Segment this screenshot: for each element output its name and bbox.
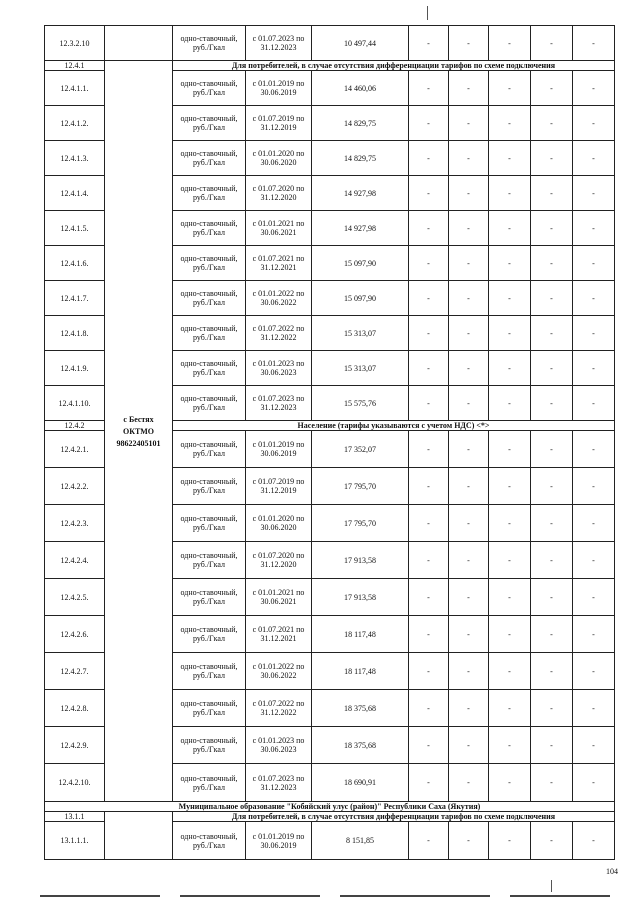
dash-cell: - xyxy=(449,727,489,764)
row-number: 12.4.1.1. xyxy=(45,71,105,106)
row-number: 12.4.2.7. xyxy=(45,653,105,690)
section-title: Для потребителей, в случае отсутствия дифференциации тарифов по схеме подключения xyxy=(173,812,615,822)
dash-cell: - xyxy=(573,468,615,505)
dash-cell: - xyxy=(449,690,489,727)
dash-cell: - xyxy=(531,141,573,176)
tariff-type: одно-ставочный, руб./Гкал xyxy=(173,71,246,106)
organization-cell xyxy=(105,61,173,802)
organization-cell xyxy=(105,812,173,860)
dash-cell: - xyxy=(489,26,531,61)
tariff-period: с 01.01.2020 по 30.06.2020 xyxy=(246,505,312,542)
dash-cell: - xyxy=(531,690,573,727)
dash-cell: - xyxy=(573,690,615,727)
tariff-value: 14 829,75 xyxy=(312,106,409,141)
tariff-value: 14 927,98 xyxy=(312,176,409,211)
organization-line: 98622405101 xyxy=(116,438,161,448)
dash-cell: - xyxy=(531,26,573,61)
tariff-type: одно-ставочный, руб./Гкал xyxy=(173,690,246,727)
dash-cell: - xyxy=(409,653,449,690)
tariff-value: 17 913,58 xyxy=(312,579,409,616)
dash-cell: - xyxy=(489,727,531,764)
tariff-type: одно-ставочный, руб./Гкал xyxy=(173,505,246,542)
table-row xyxy=(45,26,615,61)
dash-cell: - xyxy=(449,468,489,505)
dash-cell: - xyxy=(409,727,449,764)
dash-cell: - xyxy=(573,316,615,351)
tariff-type: одно-ставочный, руб./Гкал xyxy=(173,26,246,61)
tariff-value: 18 375,68 xyxy=(312,727,409,764)
dash-cell: - xyxy=(573,281,615,316)
tariff-type: одно-ставочный, руб./Гкал xyxy=(173,176,246,211)
tariff-type: одно-ставочный, руб./Гкал xyxy=(173,386,246,421)
dash-cell: - xyxy=(573,71,615,106)
section-header-row xyxy=(45,812,615,822)
section-number: 12.4.1 xyxy=(45,61,105,71)
dash-cell: - xyxy=(531,579,573,616)
tariff-value: 18 690,91 xyxy=(312,764,409,802)
dash-cell: - xyxy=(449,71,489,106)
dash-cell: - xyxy=(489,211,531,246)
dash-cell: - xyxy=(573,542,615,579)
tariff-type: одно-ставочный, руб./Гкал xyxy=(173,727,246,764)
row-number: 12.4.2.10. xyxy=(45,764,105,802)
dash-cell: - xyxy=(489,106,531,141)
tariff-type: одно-ставочный, руб./Гкал xyxy=(173,431,246,468)
tariff-type: одно-ставочный, руб./Гкал xyxy=(173,106,246,141)
dash-cell: - xyxy=(449,26,489,61)
dash-cell: - xyxy=(449,505,489,542)
dash-cell: - xyxy=(409,822,449,860)
tariff-table xyxy=(44,25,615,860)
tariff-period: с 01.01.2021 по 30.06.2021 xyxy=(246,211,312,246)
dash-cell: - xyxy=(409,106,449,141)
tariff-value: 8 151,85 xyxy=(312,822,409,860)
dash-cell: - xyxy=(449,106,489,141)
dash-cell: - xyxy=(409,542,449,579)
section-header-row xyxy=(45,61,615,71)
tariff-type: одно-ставочный, руб./Гкал xyxy=(173,141,246,176)
dash-cell: - xyxy=(409,431,449,468)
tariff-value: 18 375,68 xyxy=(312,690,409,727)
scan-artifact-bar xyxy=(180,895,320,897)
dash-cell: - xyxy=(449,141,489,176)
dash-cell: - xyxy=(409,26,449,61)
tariff-period: с 01.01.2022 по 30.06.2022 xyxy=(246,281,312,316)
tariff-period: с 01.01.2019 по 30.06.2019 xyxy=(246,431,312,468)
page-number: 104 xyxy=(606,867,618,876)
tariff-type: одно-ставочный, руб./Гкал xyxy=(173,281,246,316)
tariff-period: с 01.01.2020 по 30.06.2020 xyxy=(246,141,312,176)
tariff-value: 15 575,76 xyxy=(312,386,409,421)
tariff-value: 17 795,70 xyxy=(312,505,409,542)
tariff-type: одно-ставочный, руб./Гкал xyxy=(173,211,246,246)
tariff-value: 14 829,75 xyxy=(312,141,409,176)
tariff-value: 18 117,48 xyxy=(312,653,409,690)
dash-cell: - xyxy=(449,351,489,386)
tariff-period: с 01.01.2023 по 30.06.2023 xyxy=(246,727,312,764)
scan-artifact-tick xyxy=(427,6,428,20)
dash-cell: - xyxy=(531,431,573,468)
dash-cell: - xyxy=(531,653,573,690)
dash-cell: - xyxy=(489,468,531,505)
dash-cell: - xyxy=(573,386,615,421)
empty-cell xyxy=(105,26,173,61)
tariff-period: с 01.07.2023 по 31.12.2023 xyxy=(246,764,312,802)
dash-cell: - xyxy=(573,579,615,616)
tariff-value: 15 313,07 xyxy=(312,316,409,351)
section-number: 13.1.1 xyxy=(45,812,105,822)
row-number: 12.4.2.8. xyxy=(45,690,105,727)
tariff-period: с 01.07.2019 по 31.12.2019 xyxy=(246,106,312,141)
section-title: Население (тарифы указываются с учетом НДС) <*> xyxy=(173,421,615,431)
tariff-period: с 01.07.2021 по 31.12.2021 xyxy=(246,246,312,281)
row-number: 12.3.2.10 xyxy=(45,26,105,61)
dash-cell: - xyxy=(531,468,573,505)
dash-cell: - xyxy=(409,351,449,386)
tariff-period: с 01.07.2020 по 31.12.2020 xyxy=(246,542,312,579)
tariff-value: 14 460,06 xyxy=(312,71,409,106)
dash-cell: - xyxy=(409,281,449,316)
organization-line: ОКТМО xyxy=(122,426,155,436)
dash-cell: - xyxy=(531,727,573,764)
scan-artifact-tick xyxy=(551,880,552,892)
row-number: 12.4.1.9. xyxy=(45,351,105,386)
dash-cell: - xyxy=(489,764,531,802)
row-number: 12.4.2.4. xyxy=(45,542,105,579)
tariff-type: одно-ставочный, руб./Гкал xyxy=(173,316,246,351)
dash-cell: - xyxy=(449,211,489,246)
dash-cell: - xyxy=(573,616,615,653)
dash-cell: - xyxy=(573,764,615,802)
dash-cell: - xyxy=(573,211,615,246)
section-number: 12.4.2 xyxy=(45,421,105,431)
dash-cell: - xyxy=(489,351,531,386)
tariff-period: с 01.07.2023 по 31.12.2023 xyxy=(246,26,312,61)
row-number: 12.4.1.3. xyxy=(45,141,105,176)
dash-cell: - xyxy=(489,281,531,316)
dash-cell: - xyxy=(409,71,449,106)
dash-cell: - xyxy=(531,542,573,579)
tariff-value: 17 913,58 xyxy=(312,542,409,579)
dash-cell: - xyxy=(409,211,449,246)
tariff-period: с 01.07.2023 по 31.12.2023 xyxy=(246,386,312,421)
row-number: 12.4.1.7. xyxy=(45,281,105,316)
dash-cell: - xyxy=(489,653,531,690)
tariff-type: одно-ставочный, руб./Гкал xyxy=(173,351,246,386)
dash-cell: - xyxy=(449,764,489,802)
tariff-value: 15 313,07 xyxy=(312,351,409,386)
dash-cell: - xyxy=(531,386,573,421)
dash-cell: - xyxy=(449,542,489,579)
tariff-type: одно-ставочный, руб./Гкал xyxy=(173,468,246,505)
row-number: 12.4.1.6. xyxy=(45,246,105,281)
scan-artifact-bar xyxy=(40,895,160,897)
dash-cell: - xyxy=(409,176,449,211)
dash-cell: - xyxy=(489,386,531,421)
dash-cell: - xyxy=(449,316,489,351)
dash-cell: - xyxy=(449,616,489,653)
tariff-period: с 01.07.2021 по 31.12.2021 xyxy=(246,616,312,653)
dash-cell: - xyxy=(409,246,449,281)
dash-cell: - xyxy=(531,281,573,316)
dash-cell: - xyxy=(531,211,573,246)
dash-cell: - xyxy=(573,505,615,542)
dash-cell: - xyxy=(489,542,531,579)
dash-cell: - xyxy=(489,316,531,351)
tariff-value: 17 795,70 xyxy=(312,468,409,505)
tariff-value: 15 097,90 xyxy=(312,281,409,316)
dash-cell: - xyxy=(489,176,531,211)
dash-cell: - xyxy=(573,431,615,468)
dash-cell: - xyxy=(409,579,449,616)
dash-cell: - xyxy=(531,822,573,860)
tariff-period: с 01.01.2023 по 30.06.2023 xyxy=(246,351,312,386)
tariff-type: одно-ставочный, руб./Гкал xyxy=(173,822,246,860)
dash-cell: - xyxy=(531,616,573,653)
dash-cell: - xyxy=(531,176,573,211)
row-number: 12.4.2.9. xyxy=(45,727,105,764)
dash-cell: - xyxy=(531,351,573,386)
dash-cell: - xyxy=(489,579,531,616)
scan-artifact-bar xyxy=(340,895,490,897)
tariff-period: с 01.07.2020 по 31.12.2020 xyxy=(246,176,312,211)
dash-cell: - xyxy=(489,141,531,176)
dash-cell: - xyxy=(449,386,489,421)
dash-cell: - xyxy=(489,616,531,653)
dash-cell: - xyxy=(449,176,489,211)
dash-cell: - xyxy=(409,764,449,802)
dash-cell: - xyxy=(489,431,531,468)
dash-cell: - xyxy=(531,106,573,141)
dash-cell: - xyxy=(489,505,531,542)
dash-cell: - xyxy=(573,141,615,176)
tariff-period: с 01.01.2021 по 30.06.2021 xyxy=(246,579,312,616)
tariff-value: 15 097,90 xyxy=(312,246,409,281)
dash-cell: - xyxy=(531,764,573,802)
dash-cell: - xyxy=(409,141,449,176)
tariff-type: одно-ставочный, руб./Гкал xyxy=(173,653,246,690)
dash-cell: - xyxy=(409,386,449,421)
tariff-period: с 01.07.2022 по 31.12.2022 xyxy=(246,690,312,727)
dash-cell: - xyxy=(573,822,615,860)
tariff-type: одно-ставочный, руб./Гкал xyxy=(173,246,246,281)
row-number: 12.4.1.5. xyxy=(45,211,105,246)
dash-cell: - xyxy=(573,106,615,141)
dash-cell: - xyxy=(531,505,573,542)
tariff-period: с 01.07.2019 по 31.12.2019 xyxy=(246,468,312,505)
tariff-period: с 01.01.2022 по 30.06.2022 xyxy=(246,653,312,690)
dash-cell: - xyxy=(573,351,615,386)
tariff-period: с 01.07.2022 по 31.12.2022 xyxy=(246,316,312,351)
dash-cell: - xyxy=(449,822,489,860)
dash-cell: - xyxy=(449,246,489,281)
scan-artifact-bar xyxy=(510,895,610,897)
dash-cell: - xyxy=(449,579,489,616)
dash-cell: - xyxy=(409,316,449,351)
tariff-value: 14 927,98 xyxy=(312,211,409,246)
section-title: Для потребителей, в случае отсутствия дифференциации тарифов по схеме подключения xyxy=(173,61,615,71)
dash-cell: - xyxy=(489,822,531,860)
dash-cell: - xyxy=(573,26,615,61)
dash-cell: - xyxy=(409,690,449,727)
dash-cell: - xyxy=(409,468,449,505)
row-number: 13.1.1.1. xyxy=(45,822,105,860)
dash-cell: - xyxy=(531,316,573,351)
organization-line: с Бестях xyxy=(123,414,154,424)
dash-cell: - xyxy=(449,431,489,468)
dash-cell: - xyxy=(409,505,449,542)
municipality-title: Муниципальное образование "Кобяйский улус (район)" Республики Саха (Якутия) xyxy=(45,802,615,812)
dash-cell: - xyxy=(573,176,615,211)
row-number: 12.4.1.10. xyxy=(45,386,105,421)
row-number: 12.4.2.5. xyxy=(45,579,105,616)
row-number: 12.4.2.2. xyxy=(45,468,105,505)
tariff-period: с 01.01.2019 по 30.06.2019 xyxy=(246,71,312,106)
row-number: 12.4.1.8. xyxy=(45,316,105,351)
row-number: 12.4.2.1. xyxy=(45,431,105,468)
row-number: 12.4.2.3. xyxy=(45,505,105,542)
dash-cell: - xyxy=(531,71,573,106)
tariff-type: одно-ставочный, руб./Гкал xyxy=(173,616,246,653)
dash-cell: - xyxy=(573,246,615,281)
row-number: 12.4.2.6. xyxy=(45,616,105,653)
tariff-value: 17 352,07 xyxy=(312,431,409,468)
dash-cell: - xyxy=(489,71,531,106)
tariff-type: одно-ставочный, руб./Гкал xyxy=(173,542,246,579)
tariff-type: одно-ставочный, руб./Гкал xyxy=(173,579,246,616)
tariff-value: 18 117,48 xyxy=(312,616,409,653)
dash-cell: - xyxy=(489,246,531,281)
dash-cell: - xyxy=(489,690,531,727)
tariff-type: одно-ставочный, руб./Гкал xyxy=(173,764,246,802)
row-number: 12.4.1.2. xyxy=(45,106,105,141)
dash-cell: - xyxy=(449,281,489,316)
municipality-row xyxy=(45,802,615,812)
dash-cell: - xyxy=(409,616,449,653)
tariff-value: 10 497,44 xyxy=(312,26,409,61)
dash-cell: - xyxy=(573,727,615,764)
dash-cell: - xyxy=(573,653,615,690)
dash-cell: - xyxy=(531,246,573,281)
row-number: 12.4.1.4. xyxy=(45,176,105,211)
tariff-period: с 01.01.2019 по 30.06.2019 xyxy=(246,822,312,860)
dash-cell: - xyxy=(449,653,489,690)
